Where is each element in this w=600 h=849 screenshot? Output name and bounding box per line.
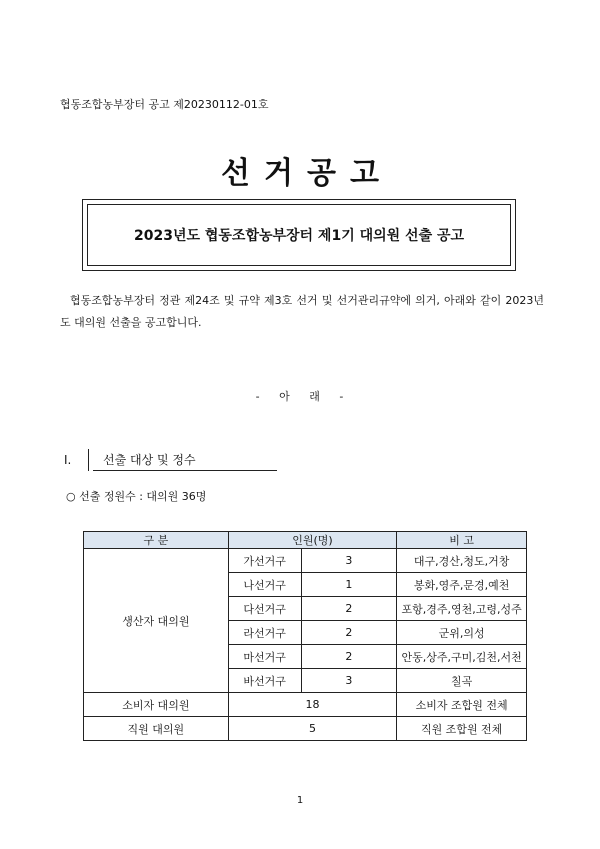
subtitle-box (82, 199, 516, 271)
section-title: 선출 대상 및 정수 (93, 449, 277, 471)
district-name: 다선거구 (228, 597, 301, 621)
header-category: 구 분 (84, 532, 229, 549)
district-note: 봉화,영주,문경,예천 (397, 573, 527, 597)
consumer-note: 소비자 조합원 전체 (397, 693, 527, 717)
staff-label: 직원 대의원 (84, 717, 229, 741)
below-heading: - 아 래 - (255, 390, 345, 403)
district-name: 마선거구 (228, 645, 301, 669)
notice-number: 협동조합농부장터 공고 제20230112-01호 (60, 98, 269, 111)
section-number: Ⅰ. (64, 449, 89, 471)
district-count: 2 (301, 645, 397, 669)
table-row (84, 549, 527, 573)
district-note: 칠곡 (397, 669, 527, 693)
producer-label: 생산자 대의원 (84, 549, 229, 693)
district-count: 3 (301, 669, 397, 693)
district-note: 안동,상주,구미,김천,서천 (397, 645, 527, 669)
district-note: 포항,경주,영천,고령,성주 (397, 597, 527, 621)
district-count: 3 (301, 549, 397, 573)
quota-table (83, 531, 527, 741)
district-note: 대구,경산,청도,거창 (397, 549, 527, 573)
header-count: 인원(명) (228, 532, 397, 549)
table-row (84, 717, 527, 741)
district-name: 라선거구 (228, 621, 301, 645)
district-count: 2 (301, 597, 397, 621)
table-row (84, 693, 527, 717)
table-header-row (84, 532, 527, 549)
district-name: 바선거구 (228, 669, 301, 693)
consumer-count: 18 (228, 693, 397, 717)
district-note: 군위,의성 (397, 621, 527, 645)
consumer-label: 소비자 대의원 (84, 693, 229, 717)
header-note: 비 고 (397, 532, 527, 549)
body-paragraph: 협동조합농부장터 정관 제24조 및 규약 제3호 선거 및 선거관리규약에 의거, 아래와 같이 2023년도 대의원 선출을 공고합니다. (60, 294, 544, 329)
district-name: 가선거구 (228, 549, 301, 573)
staff-count: 5 (228, 717, 397, 741)
page-number: 1 (296, 795, 304, 806)
page-title: 선거공고 (221, 156, 393, 191)
district-name: 나선거구 (228, 573, 301, 597)
staff-note: 직원 조합원 전체 (397, 717, 527, 741)
district-count: 1 (301, 573, 397, 597)
district-count: 2 (301, 621, 397, 645)
quota-line: ○ 선출 정원수 : 대의원 36명 (66, 490, 207, 503)
subtitle: 2023년도 협동조합농부장터 제1기 대의원 선출 공고 (87, 204, 511, 266)
